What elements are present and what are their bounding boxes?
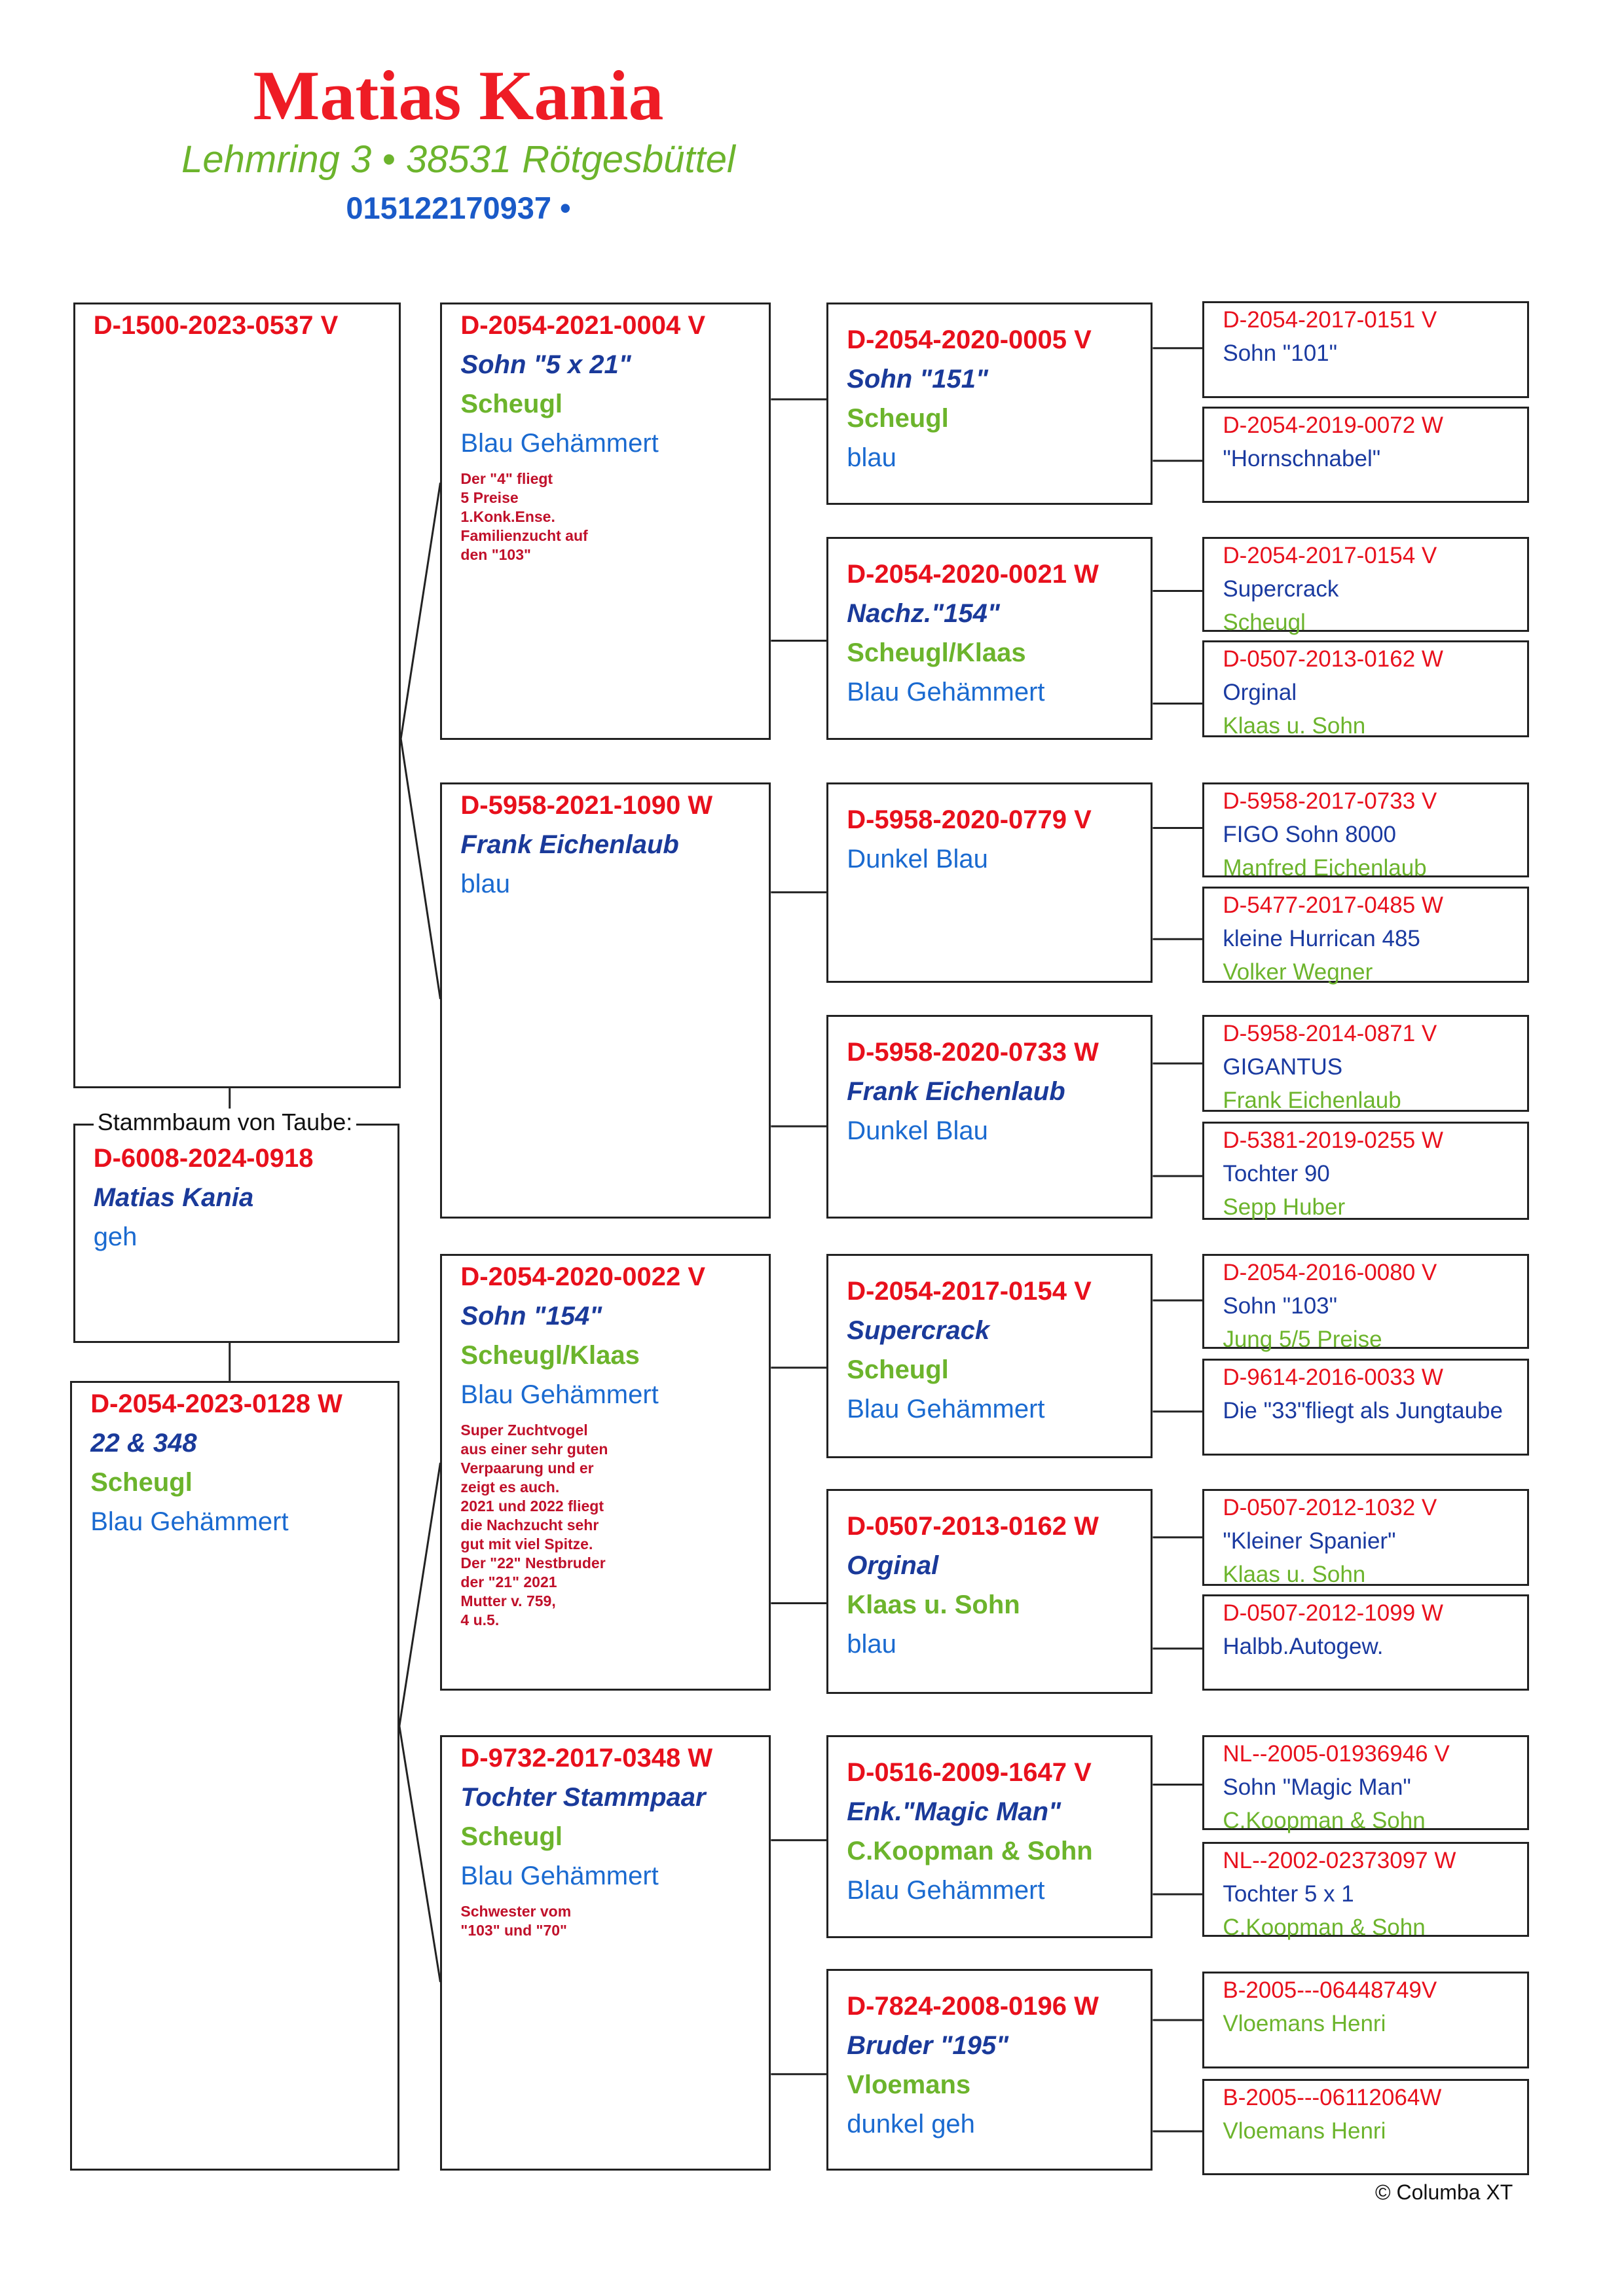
- gg-grandparent-box[interactable]: [1202, 1972, 1528, 2068]
- pigeon-color: Blau Gehämmert: [90, 1507, 289, 1536]
- pigeon-ring: D-2054-2017-0154 V: [847, 1276, 1092, 1306]
- pigeon-note: Schwester vom "103" und "70": [460, 1902, 572, 1939]
- pigeon-ring: D-9614-2016-0033 W: [1223, 1365, 1443, 1391]
- pigeon-ring: D-0507-2013-0162 W: [847, 1512, 1099, 1541]
- gg-grandparent-box[interactable]: [1202, 1122, 1528, 1220]
- great-grandparent-box[interactable]: [826, 1015, 1153, 1219]
- grandparent-box[interactable]: [440, 303, 771, 740]
- pigeon-strain: Sepp Huber: [1223, 1194, 1346, 1221]
- pigeon-ring: D-2054-2020-0005 V: [847, 325, 1092, 355]
- pigeon-name: Nachz."154": [847, 598, 1000, 628]
- pigeon-ring: D-5477-2017-0485 W: [1223, 892, 1443, 918]
- grandparent-box[interactable]: [440, 1735, 771, 2171]
- pigeon-name: 22 & 348: [90, 1428, 197, 1458]
- pigeon-ring: D-5958-2020-0733 W: [847, 1038, 1099, 1067]
- dam-box[interactable]: [70, 1381, 399, 2171]
- pigeon-ring: D-5958-2017-0733 V: [1223, 788, 1437, 815]
- connector-line: [401, 739, 440, 999]
- gg-grandparent-box[interactable]: [1202, 782, 1528, 881]
- great-grandparent-box[interactable]: [826, 537, 1153, 741]
- pigeon-strain: Vloemans Henri: [1223, 2011, 1386, 2037]
- pigeon-name: Bruder "195": [847, 2030, 1009, 2060]
- pigeon-name: Matias Kania: [93, 1183, 254, 1212]
- pigeon-name: Enk."Magic Man": [847, 1797, 1061, 1826]
- pigeon-strain: Scheugl: [1223, 609, 1306, 635]
- pigeon-ring: D-2054-2020-0021 W: [847, 559, 1099, 589]
- pigeon-ring: D-7824-2008-0196 W: [847, 1991, 1099, 2021]
- great-grandparent-box[interactable]: [826, 1254, 1153, 1459]
- great-grandparent-box[interactable]: [826, 303, 1153, 504]
- pigeon-name: Frank Eichenlaub: [460, 830, 679, 860]
- breeder-name: Matias Kania: [253, 57, 664, 135]
- pigeon-label: Stammbaum von Taube:: [94, 1109, 357, 1136]
- pigeon-ring: D-6008-2024-0918: [93, 1143, 314, 1173]
- gg-grandparent-box[interactable]: [1202, 1254, 1528, 1352]
- gg-grandparent-box[interactable]: [1202, 887, 1528, 983]
- pigeon-name: Sohn "151": [847, 365, 988, 394]
- pigeon-color: Blau Gehämmert: [460, 1861, 659, 1890]
- pigeon-color: Blau Gehämmert: [460, 429, 659, 458]
- pigeon-name: FIGO Sohn 8000: [1223, 822, 1396, 848]
- pigeon-strain: Klaas u. Sohn: [1223, 1562, 1366, 1588]
- pigeon-ring: D-2054-2016-0080 V: [1223, 1259, 1437, 1285]
- pigeon-name: Tochter 90: [1223, 1161, 1330, 1187]
- pigeon-strain: Frank Eichenlaub: [1223, 1088, 1401, 1114]
- pigeon-strain: C.Koopman & Sohn: [1223, 1807, 1426, 1833]
- subject-box[interactable]: [73, 1108, 399, 1343]
- copyright-footer: © Columba XT: [1375, 2180, 1513, 2204]
- pigeon-color: blau: [847, 443, 896, 473]
- pigeon-color: Blau Gehämmert: [460, 1380, 659, 1409]
- pigeon-strain: Vloemans: [847, 2070, 971, 2099]
- great-grandparent-box[interactable]: [826, 1489, 1153, 1694]
- pigeon-color: Dunkel Blau: [847, 1116, 988, 1146]
- gg-grandparent-box[interactable]: [1202, 1359, 1528, 1455]
- pigeon-color: Blau Gehämmert: [847, 1394, 1045, 1423]
- pigeon-ring: D-0507-2012-1099 W: [1223, 1600, 1443, 1626]
- pigeon-ring: D-5958-2020-0779 V: [847, 805, 1092, 835]
- pigeon-color: geh: [93, 1222, 138, 1251]
- sire-box[interactable]: [73, 303, 401, 1088]
- pigeon-strain: Jung 5/5 Preise: [1223, 1326, 1382, 1352]
- pigeon-name: Sohn "154": [460, 1301, 602, 1331]
- gg-grandparent-box[interactable]: [1202, 640, 1528, 737]
- pigeon-name: Tochter 5 x 1: [1223, 1881, 1354, 1907]
- pigeon-color: Blau Gehämmert: [847, 1875, 1045, 1905]
- pigeon-color: blau: [460, 870, 511, 899]
- pigeon-ring: NL--2002-02373097 W: [1223, 1847, 1456, 1873]
- pigeon-strain: Scheugl: [460, 1822, 563, 1851]
- pigeon-color: blau: [847, 1630, 896, 1659]
- pigeon-ring: D-2054-2017-0154 V: [1223, 542, 1437, 568]
- pigeon-name: Sohn "5 x 21": [460, 350, 631, 380]
- pigeon-strain: Scheugl/Klaas: [847, 638, 1026, 667]
- gg-grandparent-box[interactable]: [1202, 407, 1528, 503]
- breeder-phone: 015122170937 •: [346, 191, 571, 225]
- pigeon-ring: D-5958-2021-1090 W: [460, 791, 713, 820]
- pigeon-ring: B-2005---06448749V: [1223, 1977, 1437, 2004]
- pigeon-ring: NL--2005-01936946 V: [1223, 1740, 1450, 1767]
- pigeon-strain: Klaas u. Sohn: [1223, 713, 1366, 739]
- pigeon-ring: D-2054-2021-0004 V: [460, 311, 706, 340]
- gg-grandparent-box[interactable]: [1202, 2079, 1528, 2175]
- pigeon-strain: Scheugl: [460, 390, 563, 419]
- pigeon-name: Supercrack: [1223, 576, 1339, 602]
- pigeon-name: Orginal: [847, 1551, 939, 1581]
- pigeon-ring: D-5381-2019-0255 W: [1223, 1128, 1443, 1154]
- gg-grandparent-box[interactable]: [1202, 1735, 1528, 1833]
- pigeon-ring: B-2005---06112064W: [1223, 2084, 1442, 2110]
- pigeon-strain: C.Koopman & Sohn: [847, 1836, 1093, 1865]
- pigeon-strain: Vloemans Henri: [1223, 2118, 1386, 2144]
- pigeon-strain: Scheugl: [847, 1355, 949, 1384]
- pigeon-strain: Manfred Eichenlaub: [1223, 855, 1427, 881]
- gg-grandparent-box[interactable]: [1202, 1015, 1528, 1114]
- gg-grandparent-box[interactable]: [1202, 301, 1528, 397]
- pigeon-name: Frank Eichenlaub: [847, 1077, 1065, 1107]
- pigeon-strain: Scheugl/Klaas: [460, 1340, 640, 1370]
- gg-grandparent-box[interactable]: [1202, 1489, 1528, 1588]
- pigeon-ring: D-0507-2013-0162 W: [1223, 646, 1443, 672]
- connector-line: [399, 1726, 441, 1982]
- great-grandparent-box[interactable]: [826, 782, 1153, 983]
- pigeon-note: Der "4" fliegt 5 Preise 1.Konk.Ense. Familienzucht auf den "103": [460, 470, 588, 564]
- breeder-address: Lehmring 3 • 38531 Rötgesbüttel: [181, 138, 735, 181]
- grandparent-box[interactable]: [440, 782, 771, 1219]
- connector-line: [399, 1463, 441, 1726]
- pigeon-ring: D-2054-2017-0151 V: [1223, 307, 1437, 333]
- pigeon-ring: D-1500-2023-0537 V: [93, 311, 339, 340]
- pigeon-ring: D-2054-2019-0072 W: [1223, 413, 1443, 439]
- great-grandparent-box[interactable]: [826, 1969, 1153, 2171]
- pigeon-name: Sohn "103": [1223, 1293, 1338, 1319]
- pigeon-name: "Hornschnabel": [1223, 446, 1381, 472]
- pigeon-ring: D-0516-2009-1647 V: [847, 1757, 1092, 1787]
- great-grandparent-box[interactable]: [826, 1735, 1153, 1939]
- pigeon-color: Dunkel Blau: [847, 845, 988, 874]
- pigeon-ring: D-2054-2020-0022 V: [460, 1262, 706, 1291]
- gg-grandparent-box[interactable]: [1202, 1842, 1528, 1940]
- pigeon-name: Sohn "Magic Man": [1223, 1774, 1411, 1800]
- pigeon-color: Blau Gehämmert: [847, 677, 1045, 707]
- pigeon-ring: D-0507-2012-1032 V: [1223, 1495, 1437, 1521]
- pigeon-name: "Kleiner Spanier": [1223, 1528, 1396, 1554]
- pigeon-name: Halbb.Autogew.: [1223, 1634, 1384, 1660]
- pigeon-ring: D-9732-2017-0348 W: [460, 1743, 713, 1772]
- pigeon-name: Supercrack: [847, 1315, 990, 1345]
- pigeon-note: Super Zuchtvogel aus einer sehr guten Verpaarung und er zeigt es auch. 2021 und 2022 fliegt die Nachzucht sehr gut mit viel Spitze. Der "22" Nestbruder der "21" 2021 Mutter v. 759, 4 u.5.: [460, 1421, 608, 1628]
- pigeon-strain: Scheugl: [90, 1467, 193, 1497]
- pigeon-name: Sohn "101": [1223, 340, 1338, 367]
- pigeon-ring: D-5958-2014-0871 V: [1223, 1021, 1437, 1047]
- pigeon-strain: Volker Wegner: [1223, 959, 1373, 985]
- pigeon-name: kleine Hurrican 485: [1223, 925, 1420, 951]
- pigeon-color: dunkel geh: [847, 2109, 975, 2139]
- gg-grandparent-box[interactable]: [1202, 537, 1528, 635]
- pigeon-name: Die "33"fliegt als Jungtaube: [1223, 1398, 1503, 1424]
- connector-line: [401, 483, 440, 739]
- pigeon-ring: D-2054-2023-0128 W: [90, 1389, 342, 1418]
- grandparent-box[interactable]: [440, 1254, 771, 1691]
- gg-grandparent-box[interactable]: [1202, 1594, 1528, 1691]
- pigeon-strain: C.Koopman & Sohn: [1223, 1914, 1426, 1940]
- pigeon-name: Tochter Stammpaar: [460, 1782, 706, 1812]
- pigeon-strain: Klaas u. Sohn: [847, 1590, 1020, 1620]
- pigeon-name: Orginal: [1223, 680, 1297, 706]
- pigeon-strain: Scheugl: [847, 404, 949, 433]
- pigeon-name: GIGANTUS: [1223, 1054, 1343, 1080]
